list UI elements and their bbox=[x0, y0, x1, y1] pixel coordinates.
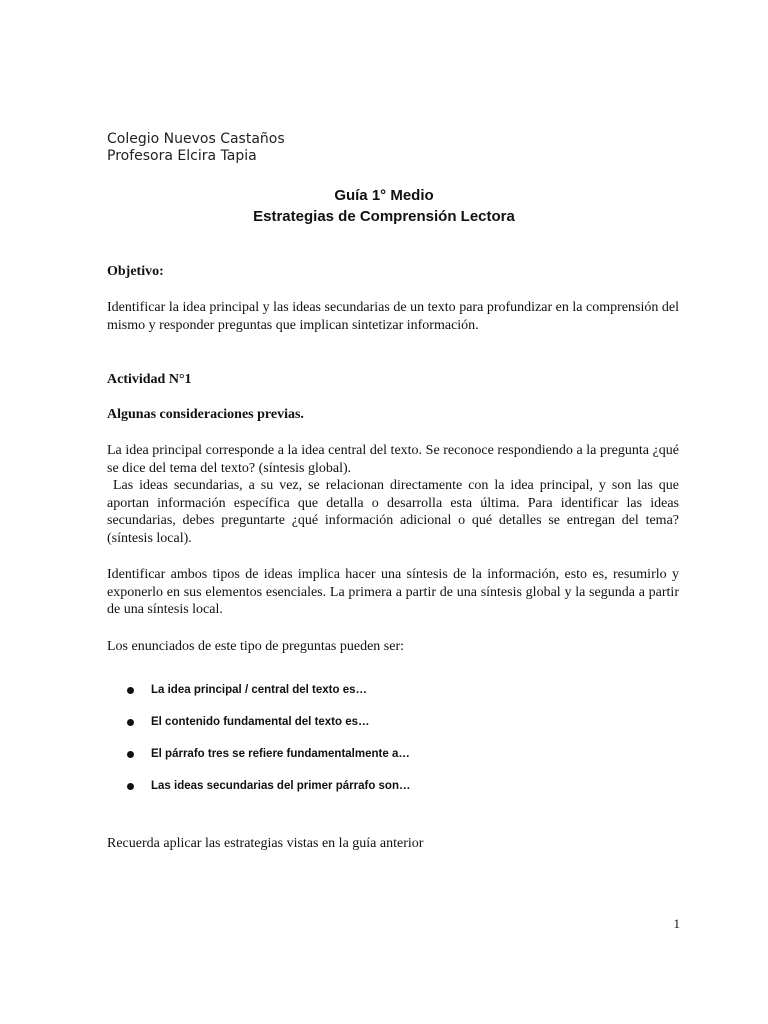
paragraph-main-idea: La idea principal corresponde a la idea central del texto. Se reconoce respondiendo a la pregunta ¿qué se dice del tema del texto? (síntesis global). bbox=[107, 443, 679, 476]
list-item-text: El párrafo tres se refiere fundamentalmente a… bbox=[151, 748, 410, 760]
objective-heading: Objetivo: bbox=[107, 264, 164, 279]
reminder-text: Recuerda aplicar las estrategias vistas en la guía anterior bbox=[107, 836, 424, 851]
paragraph-synthesis: Identificar ambos tipos de ideas implica hacer una síntesis de la información, esto es, resumirlo y exponerlo en sus elementos esenciales. La primera a partir de una síntesis global y la segunda a partir de una síntesis local. bbox=[107, 567, 679, 617]
bullet-icon bbox=[127, 687, 134, 694]
teacher-name: Profesora Elcira Tapia bbox=[107, 148, 257, 164]
list-item-text: La idea principal / central del texto es… bbox=[151, 684, 368, 696]
document-titles bbox=[0, 185, 768, 227]
activity-heading: Actividad N°1 bbox=[107, 372, 192, 387]
bullet-icon bbox=[127, 751, 134, 758]
school-name: Colegio Nuevos Castaños bbox=[107, 131, 285, 147]
question-list bbox=[127, 682, 411, 810]
list-item bbox=[127, 746, 411, 778]
activity-subheading: Algunas consideraciones previas. bbox=[107, 407, 304, 422]
topic-title: Estrategias de Comprensión Lectora bbox=[253, 208, 515, 225]
objective-text: Identificar la idea principal y las ideas secundarias de un texto para profundizar en la comprensión del mismo y responder preguntas que implican sintetizar información. bbox=[107, 300, 679, 333]
list-item bbox=[127, 682, 411, 714]
document-header bbox=[107, 131, 285, 165]
page-number: 1 bbox=[673, 916, 680, 931]
list-item bbox=[127, 778, 411, 810]
list-item-text: El contenido fundamental del texto es… bbox=[151, 716, 370, 728]
questions-intro: Los enunciados de este tipo de preguntas pueden ser: bbox=[107, 639, 405, 654]
guide-title: Guía 1° Medio bbox=[334, 187, 434, 204]
bullet-icon bbox=[127, 719, 134, 726]
bullet-icon bbox=[127, 783, 134, 790]
paragraph-secondary-ideas: Las ideas secundarias, a su vez, se relacionan directamente con la idea principal, y son las que aportan información específica que detalla o desarrolla esta última. Para identificar las ideas secundarias, debes preguntarte ¿qué información adicional o qué detalles se entregan del tema? (síntesis local). bbox=[107, 478, 683, 546]
list-item-text: Las ideas secundarias del primer párrafo son… bbox=[151, 780, 411, 792]
list-item bbox=[127, 714, 411, 746]
